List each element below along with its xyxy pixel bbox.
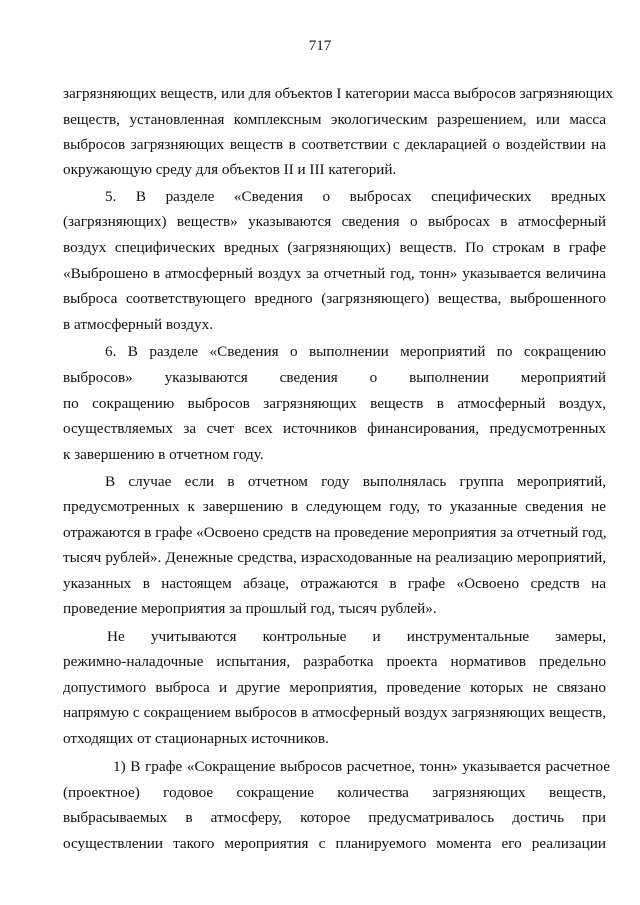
text-line: воздух специфических вредных (загрязняющих) веществ. По строкам в графе <box>63 239 606 256</box>
text-line: по сокращению выбросов загрязняющих веществ в атмосферный воздух, <box>63 395 606 412</box>
text-line: указанных в настоящем абзаце, отражаются в графе «Освоено средств на <box>63 575 606 592</box>
text-line: (проектное) годовое сокращение количества загрязняющих веществ, <box>63 784 606 801</box>
text-line: к завершению в отчетном году. <box>63 446 264 463</box>
text-line: выбрасываемых в атмосферу, которое предусматривалось достичь при <box>63 809 606 826</box>
text-line: (загрязняющих) веществ» указываются сведения о выбросах в атмосферный <box>63 213 606 230</box>
text-line: тысяч рублей». Денежные средства, израсходованные на реализацию мероприятий, <box>63 549 606 566</box>
text-line: напрямую с сокращением выбросов в атмосферный воздух загрязняющих веществ, <box>63 704 606 721</box>
text-line: окружающую среду для объектов II и III категорий. <box>63 161 397 178</box>
text-line: 1) В графе «Сокращение выбросов расчетное, тонн» указывается расчетное <box>113 758 610 775</box>
text-line: проведение мероприятия за прошлый год, тысяч рублей». <box>63 600 437 617</box>
text-line: предусмотренных к завершению в следующем году, то указанные сведения не <box>63 498 606 515</box>
text-line: допустимого выброса и другие мероприятия, проведение которых не связано <box>63 679 606 696</box>
text-line: В случае если в отчетном году выполнялась группа мероприятий, <box>105 473 606 490</box>
text-line: выбросов загрязняющих веществ в соответствии с декларацией о воздействии на <box>63 136 606 153</box>
text-line: осуществляемых за счет всех источников финансирования, предусмотренных <box>63 420 606 437</box>
text-line: отражаются в графе «Освоено средств на проведение мероприятия за отчетный год, <box>63 524 607 541</box>
text-line: осуществлении такого мероприятия с планируемого момента его реализации <box>63 835 606 852</box>
page-number: 717 <box>308 38 332 54</box>
text-line: «Выброшено в атмосферный воздух за отчетный год, тонн» указывается величина <box>63 265 606 282</box>
text-line: загрязняющих веществ, или для объектов I категории масса выбросов загрязняющих <box>63 85 614 102</box>
text-line: Не учитываются контрольные и инструментальные замеры, <box>107 628 606 645</box>
text-line: 6. В разделе «Сведения о выполнении мероприятий по сокращению <box>105 343 606 360</box>
text-line: веществ, установленная комплексным экологическим разрешением, или масса <box>63 111 606 128</box>
text-line: выброса соответствующего вредного (загрязняющего) вещества, выброшенного <box>63 290 606 307</box>
text-line: отходящих от стационарных источников. <box>63 730 329 747</box>
text-line: в атмосферный воздух. <box>63 316 213 333</box>
text-line: режимно-наладочные испытания, разработка проекта нормативов предельно <box>63 653 606 670</box>
text-line: выбросов» указываются сведения о выполнении мероприятий <box>63 369 606 386</box>
text-line: 5. В разделе «Сведения о выбросах специфических вредных <box>105 188 606 205</box>
